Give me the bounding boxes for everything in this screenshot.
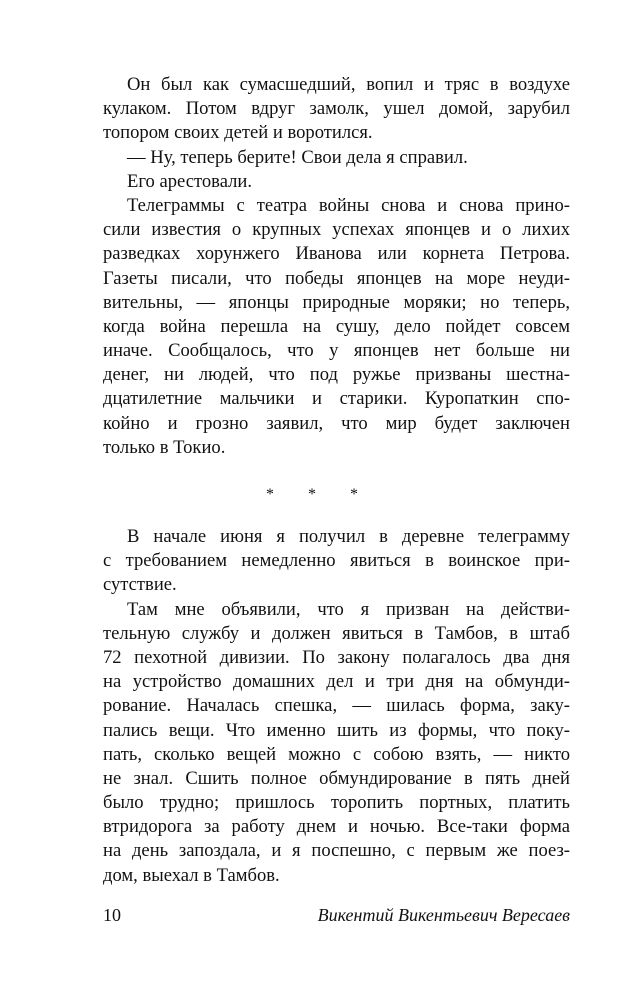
text-block-top [103,73,570,460]
text-line: дом, выехал в Тамбов. [103,864,280,886]
text-line: когда война перешла на сушу, дело пойдет совсем [103,315,570,337]
text-line: рование. Началась спешка, — шилась форма, заку- [103,695,570,717]
text-line: иначе. Сообщалось, что у японцев нет больше ни [103,340,570,362]
text-line: сили известия о крупных успехах японцев и о лихих [103,219,570,241]
text-line: было трудно; пришлось торопить портных, платить [103,792,570,814]
text-line: Его арестовали. [127,170,252,192]
text-line: вительны, — японцы природные моряки; но теперь, [103,291,570,313]
text-line: на день запоздала, и я поспешно, с первым же поез- [103,840,570,862]
text-line: сутствие. [103,574,177,596]
text-line: кулаком. Потом вдруг замолк, ушел домой, зарубил [103,98,570,120]
text-line: денег, ни людей, что под ружье призваны шестна- [103,364,570,386]
running-head-author: Викентий Викентьевич Вересаев [317,905,570,925]
text-line: тельную службу и должен явиться в Тамбов, в штаб [103,622,570,644]
page-number: 10 [103,905,121,925]
text-line: разведках хорунжего Иванова или корнета Петрова. [103,243,570,265]
text-line: Газеты писали, что победы японцев на море неуди- [103,267,570,289]
text-line: на устройство домашних дел и три дня на обмунди- [103,671,570,693]
text-line: только в Токио. [103,436,226,458]
text-line: Там мне объявили, что я призван на действи- [127,598,570,620]
text-line: пались вещи. Что именно шить из формы, что поку- [103,719,570,741]
text-line: В начале июня я получил в деревне телеграмму [127,526,570,547]
text-line: с требованием немедленно явиться в воинское при- [103,550,570,572]
dialogue-line: — Ну, теперь берите! Свои дела я справил. [127,146,468,168]
text-line: Телеграммы с театра войны снова и снова прино- [127,194,570,216]
text-line: втридорога за работу днем и ночью. Все-таки форма [103,816,570,838]
section-break: * * * [266,486,373,503]
text-line: дцатилетние мальчики и старики. Куропаткин спо- [103,388,570,410]
text-block-bottom [103,525,570,888]
text-line: 72 пехотной дивизии. По закону полагалось два дня [103,646,570,668]
text-line: Он был как сумасшедший, вопил и тряс в воздухе [127,74,570,95]
text-line: койно и грозно заявил, что мир будет заключен [103,412,570,434]
text-line: пать, сколько вещей можно с собою взять, — никто [103,743,570,765]
text-line: не знал. Сшить полное обмундирование в пять дней [103,767,570,789]
text-line: топором своих детей и воротился. [103,122,373,144]
